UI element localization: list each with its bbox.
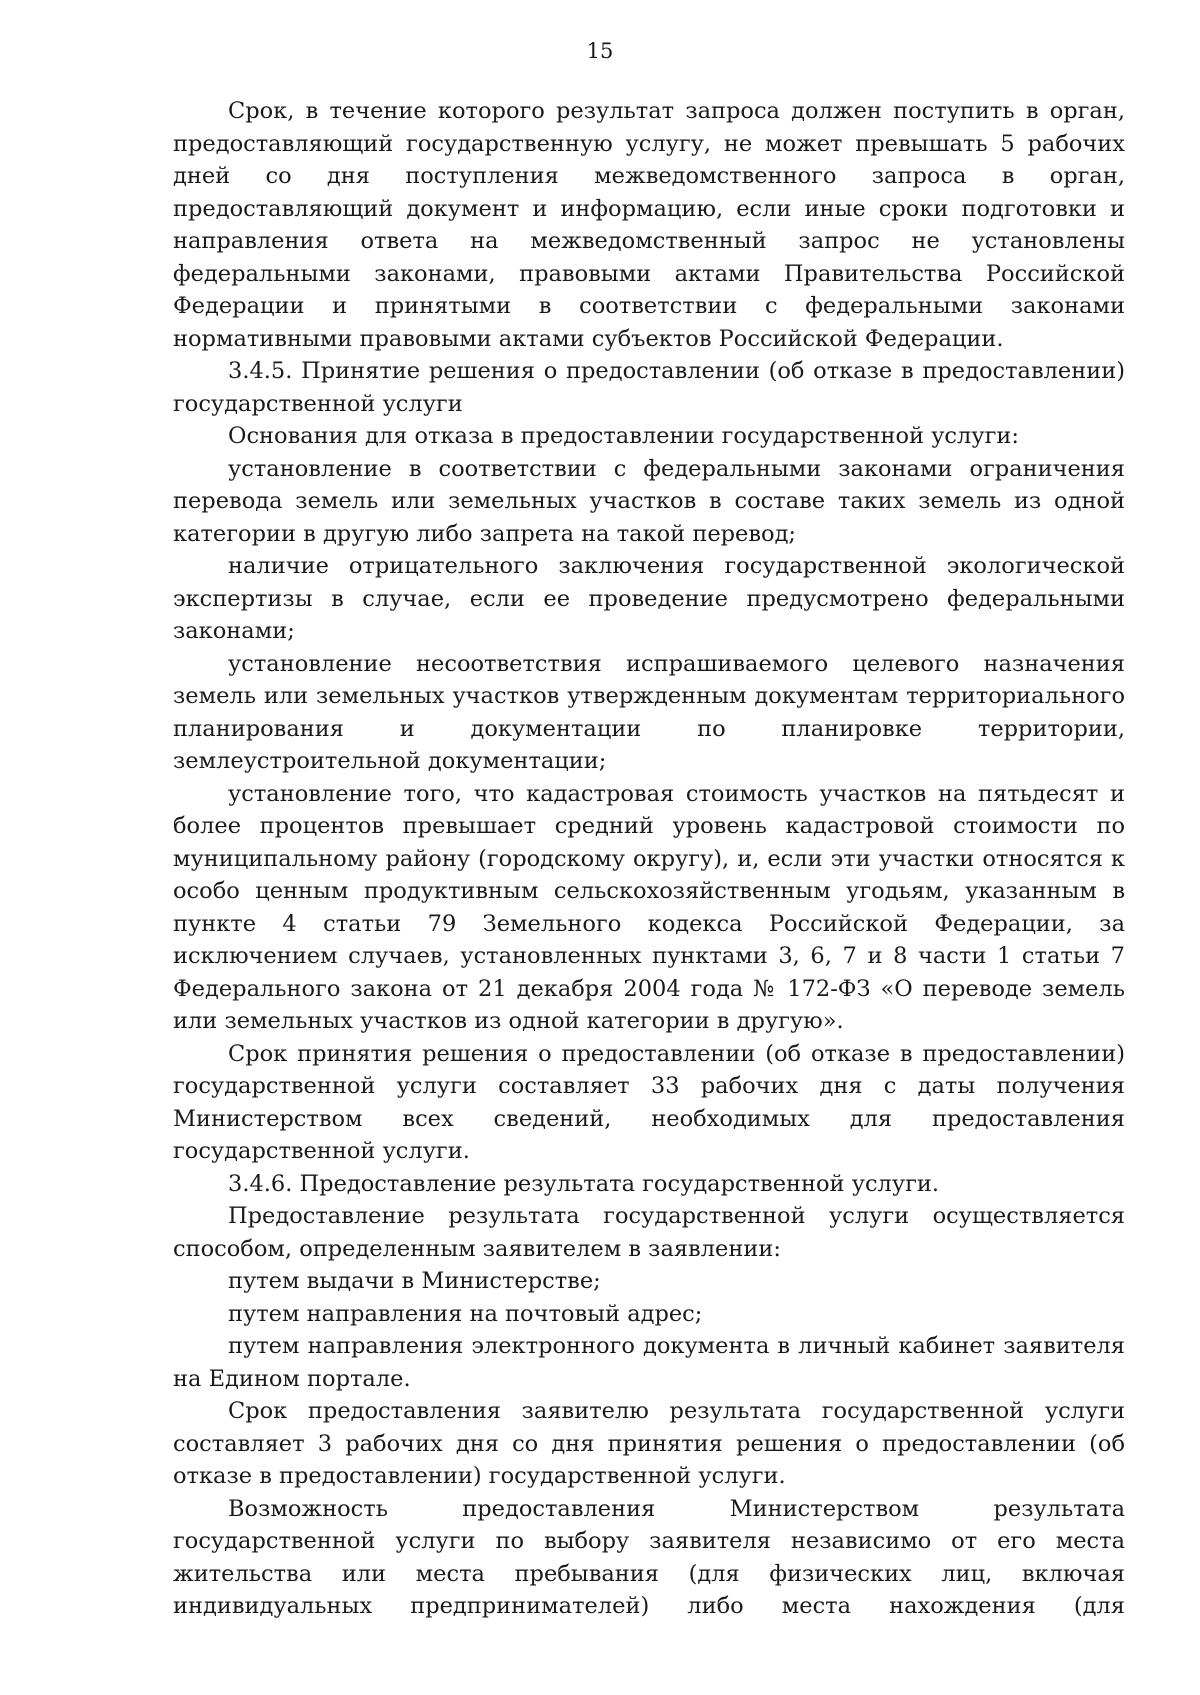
list-item-refusal-ground: установление того, что кадастровая стоимость участков на пятьдесят и более процентов превышает средний уровень кадастровой стоимости по муниципальному району (городскому округу), и, если эти участки относятся к особо ценным продуктивным сельскохозяйственным угодьям, указанным в пункте 4 статьи 79 Земельного кодекса Российской Федерации, за исключением случаев, установленных пунктами 3, 6, 7 и 8 части 1 статьи 7 Федерального закона от 21 декабря 2004 года № 172-ФЗ «О переводе земель или земельных участков из одной категории в другую». [173, 780, 1125, 1034]
section-heading-3-4-5: 3.4.5. Принятие решения о предоставлении (об отказе в предоставлении) государственной услуги [173, 358, 1125, 417]
paragraph-result-delivery-deadline: Срок предоставления заявителю результата государственной услуги составляет 3 рабочих дня со дня принятия решения о предоставлении (об отказе в предоставлении) государственной услуги. [173, 1398, 1125, 1489]
paragraph-request-deadline: Срок, в течение которого результат запроса должен поступить в орган, предоставляющий государственную услугу, не может превышать 5 рабочих дней со дня поступления межведомственного запроса в орган, предоставляющий документ и информацию, если иные сроки подготовки и направления ответа на межведомственный запрос не установлены федеральными законами, правовыми актами Правительства Российской Федерации и принятыми в соответствии с федеральными законами нормативными правовыми актами субъектов Российской Федерации. [173, 98, 1125, 352]
paragraph-refusal-grounds-intro: Основания для отказа в предоставлении государственной услуги: [228, 423, 1019, 449]
list-item-refusal-ground: наличие отрицательного заключения государственной экологической экспертизы в случае, если ее проведение предусмотрено федеральными законами; [173, 553, 1125, 644]
paragraph-decision-deadline: Срок принятия решения о предоставлении (об отказе в предоставлении) государственной услуги составляет 33 рабочих дня с даты получения Министерством всех сведений, необходимых для предоставления государственной услуги. [173, 1040, 1125, 1164]
document-body [173, 95, 1125, 1623]
paragraph-extraterritorial-possibility: Возможность предоставления Министерством результата государственной услуги по выбору заявителя независимо от его места жительства или места пребывания (для физических лиц, включая индивидуальных предпринимателей) либо места нахождения (для [173, 1495, 1125, 1619]
list-item-refusal-ground: установление в соответствии с федеральными законами ограничения перевода земель или земельных участков в составе таких земель из одной категории в другую либо запрета на такой перевод; [173, 455, 1125, 547]
list-item-delivery-option: путем направления на почтовый адрес; [228, 1300, 703, 1327]
paragraph-result-delivery-method: Предоставление результата государственной услуги осуществляется способом, определенным заявителем в заявлении: [173, 1203, 1125, 1262]
list-item-delivery-option: путем направления электронного документа в личный кабинет заявителя на Едином портале. [173, 1333, 1125, 1392]
page-number: 15 [586, 39, 614, 63]
list-item-refusal-ground: установление несоответствия испрашиваемого целевого назначения земель или земельных участков утвержденным документам территориального планирования и документации по планировке территории, землеустроительной документации; [173, 650, 1125, 774]
section-heading-3-4-6: 3.4.6. Предоставление результата государственной услуги. [228, 1170, 940, 1197]
list-item-delivery-option: путем выдачи в Министерстве; [228, 1268, 601, 1294]
